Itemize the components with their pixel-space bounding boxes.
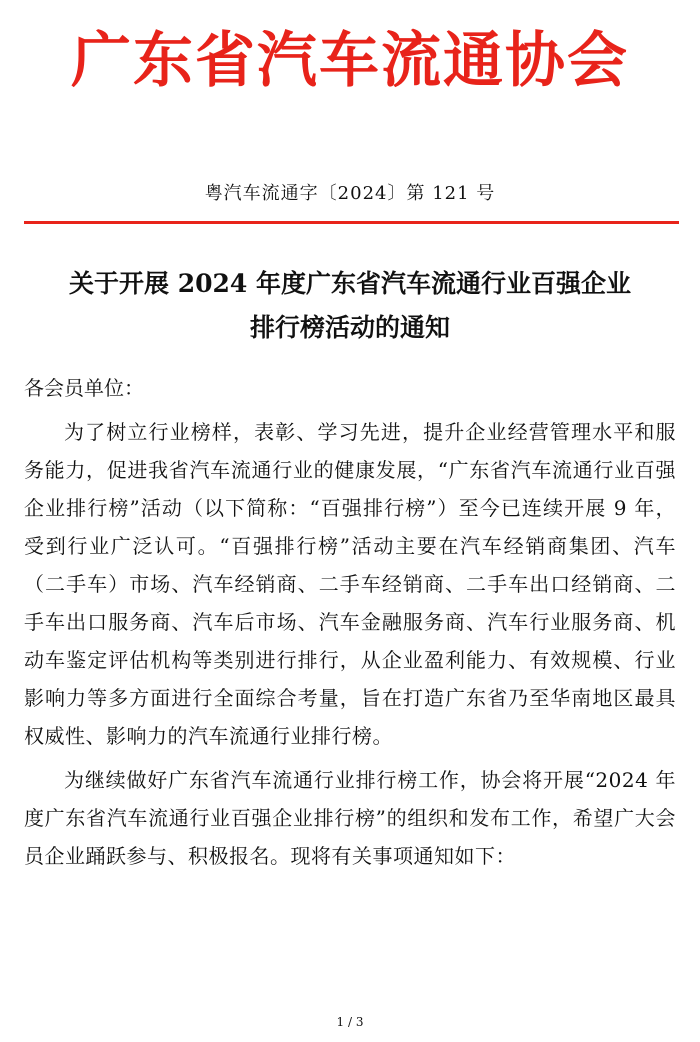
red-divider-line — [24, 221, 679, 224]
salutation: 各会员单位： — [24, 376, 144, 400]
title-line-1: 关于开展 2024 年度广东省汽车流通行业百强企业 — [69, 269, 631, 298]
page-number: 1 / 3 — [336, 1015, 364, 1029]
body-paragraph-2: 为继续做好广东省汽车流通行业排行榜工作，协会将开展“2024 年度广东省汽车流通行业百强企业排行榜”的组织和发布工作，希望广大会员企业踊跃参与、积极报名。现将有关事项通知如下： — [24, 768, 676, 868]
organization-letterhead: 广东省汽车流通协会 — [71, 26, 629, 96]
body-text — [24, 413, 676, 875]
document-title — [20, 262, 680, 350]
document-number: 粤汽车流通字〔2024〕第 121 号 — [204, 183, 496, 204]
body-paragraph-1: 为了树立行业榜样，表彰、学习先进，提升企业经营管理水平和服务能力，促进我省汽车流通行业的健康发展，“广东省汽车流通行业百强企业排行榜”活动（以下简称：“百强排行榜”）至今已连续开展 9 年，受到行业广泛认可。“百强排行榜”活动主要在汽车经销商集团、汽车（二手车）市场、汽车经销商、二手车经销商、二手车出口经销商、二手车出口服务商、汽车后市场、汽车金融服务商、汽车行业服务商、机动车鉴定评估机构等类别进行排行，从企业盈利能力、有效规模、行业影响力等多方面进行全面综合考量，旨在打造广东省乃至华南地区最具权威性、影响力的汽车流通行业排行榜。 — [24, 420, 676, 748]
title-line-2: 排行榜活动的通知 — [249, 313, 450, 342]
